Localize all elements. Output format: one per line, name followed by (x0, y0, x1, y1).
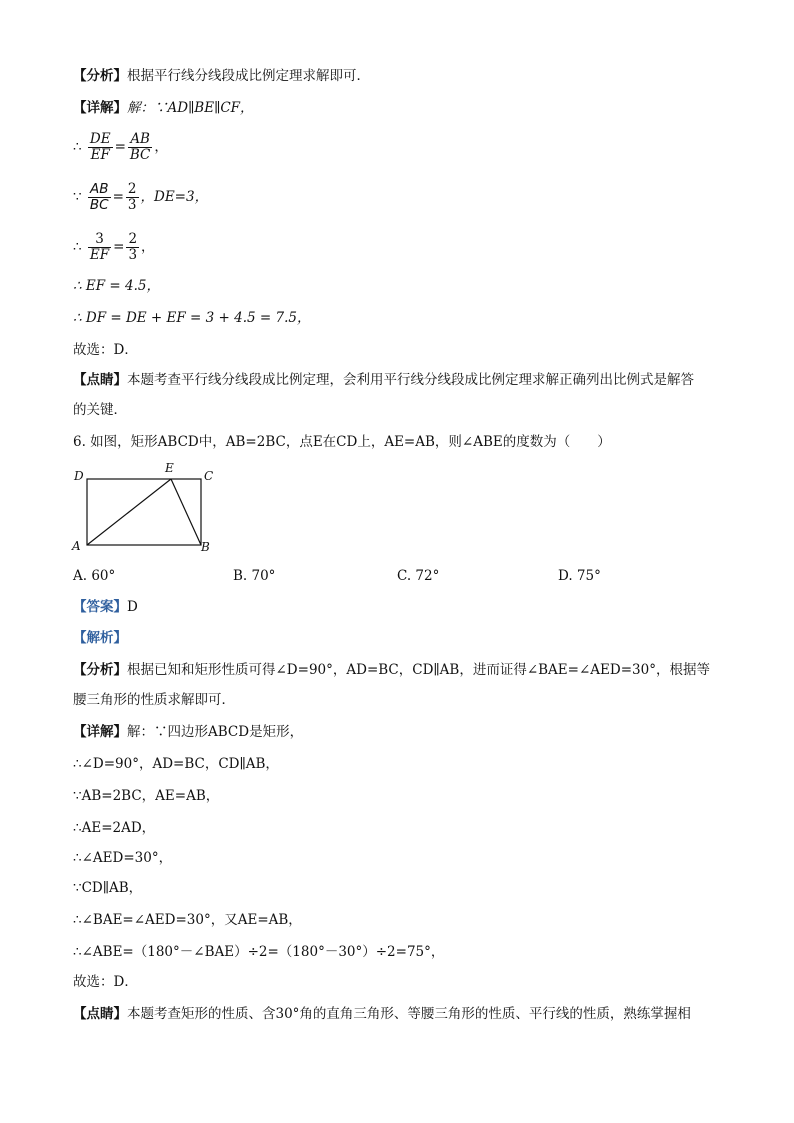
analysis-tag: 【分析】 (73, 68, 127, 84)
choice-line: 故选：D． (73, 342, 138, 358)
equals: = (112, 189, 124, 205)
step-line: ∴∠AED=30°， (73, 850, 173, 866)
step-line: ∴∠BAE=∠AED=30°，又AE=AB， (73, 912, 302, 928)
equals: = (113, 239, 125, 255)
analysis-text: 根据平行线分线段成比例定理求解即可． (127, 68, 370, 84)
analysis-line (73, 66, 370, 86)
label-d: D (74, 469, 84, 483)
answer-tag: 【答案】 (73, 599, 127, 615)
step-line: ∵AB=2BC，AE=AB， (73, 788, 220, 804)
comment-tag: 【点睛】 (73, 372, 127, 388)
therefore-symbol: ∴ (73, 239, 82, 255)
numerator: 2 (127, 181, 137, 197)
q6-detail-line (73, 722, 303, 742)
denominator: BC (129, 147, 151, 163)
fraction-2-3 (126, 232, 139, 263)
answer-value: D (127, 599, 138, 615)
comment-tag: 【点睛】 (73, 1006, 127, 1022)
segment-ae (87, 479, 171, 545)
label-b: B (201, 540, 210, 554)
denominator: 3 (127, 197, 137, 213)
comment-text-1: 本题考查平行线分线段成比例定理，会利用平行线分线段成比例定理求解正确列出比例式是解答 (127, 372, 694, 388)
jiexi-tag: 【解析】 (73, 630, 127, 646)
numerator: 3 (88, 232, 111, 248)
fraction-ab-bc (88, 182, 111, 213)
option-a: A. 60° (73, 568, 116, 584)
numerator: DE (89, 131, 111, 147)
fraction-3-ef (88, 232, 111, 263)
punct: ， (154, 139, 168, 155)
label-a: A (72, 539, 81, 553)
detail-line (73, 98, 254, 118)
denominator: EF (90, 147, 110, 163)
comment-text-1: 本题考查矩形的性质、含30°角的直角三角形、等腰三角形的性质、平行线的性质，熟练掌握相 (127, 1006, 691, 1022)
numerator: 2 (128, 231, 138, 247)
q6-analysis-line-2: 腰三角形的性质求解即可． (73, 692, 235, 708)
fraction-2-3 (126, 182, 139, 213)
detail-text-1: 解：∵四边形ABCD是矩形， (127, 724, 304, 740)
punct: ， (141, 239, 155, 255)
detail-tag: 【详解】 (73, 724, 127, 740)
numerator: AB (128, 132, 153, 148)
denominator: 3 (128, 247, 138, 263)
detail-text: 解：∵AD∥BE∥CF， (127, 100, 254, 116)
equation-line-4 (73, 180, 208, 214)
equation-line-7: ∴ DF = DE + EF = 3 + 4.5 = 7.5， (73, 310, 311, 326)
comment-line-2: 的关键． (73, 402, 127, 418)
denominator: EF (89, 247, 110, 263)
rectangle-abcd (87, 479, 201, 545)
q6-analysis-line (73, 660, 710, 680)
segment-be (171, 479, 201, 545)
q6-comment-line (73, 1004, 691, 1024)
numerator: AB (88, 182, 111, 198)
analysis-text-1: 根据已知和矩形性质可得∠D=90°，AD=BC，CD∥AB，进而证得∠BAE=∠AED=30°，根据等 (127, 662, 710, 678)
because-symbol: ∵ (73, 189, 82, 205)
jiexi-line (73, 628, 127, 648)
fraction-ab-bc (128, 132, 153, 163)
equation-line-6: ∴ EF = 4.5， (73, 278, 160, 294)
step-line: ∴∠ABE=（180°－∠BAE）÷2=（180°－30°）÷2=75°， (73, 944, 445, 960)
step-line: ∴∠D=90°，AD=BC，CD∥AB， (73, 756, 279, 772)
label-e: E (165, 461, 174, 475)
analysis-tag: 【分析】 (73, 662, 127, 678)
step-line: ∴AE=2AD， (73, 820, 156, 836)
option-d: D. 75° (558, 568, 601, 584)
rectangle-figure (70, 458, 230, 558)
equation-line-5 (73, 230, 155, 264)
question-6-stem: 6. 如图，矩形ABCD中，AB=2BC，点E在CD上，AE=AB，则∠ABE的度数为（ ） (73, 434, 611, 450)
detail-tag: 【详解】 (73, 100, 127, 116)
therefore-symbol: ∴ (73, 139, 82, 155)
answer-line (73, 597, 138, 617)
equation-line-3 (73, 130, 168, 164)
step-line: 故选：D． (73, 974, 138, 990)
label-c: C (204, 469, 214, 483)
option-b: B. 70° (233, 568, 276, 584)
fraction-de-ef (88, 132, 113, 163)
option-c: C. 72° (397, 568, 440, 584)
denominator: BC (89, 197, 109, 213)
comment-line (73, 370, 694, 390)
step-line: ∵CD∥AB， (73, 880, 143, 896)
given-de: ，DE=3， (140, 189, 209, 205)
equals: = (114, 139, 126, 155)
